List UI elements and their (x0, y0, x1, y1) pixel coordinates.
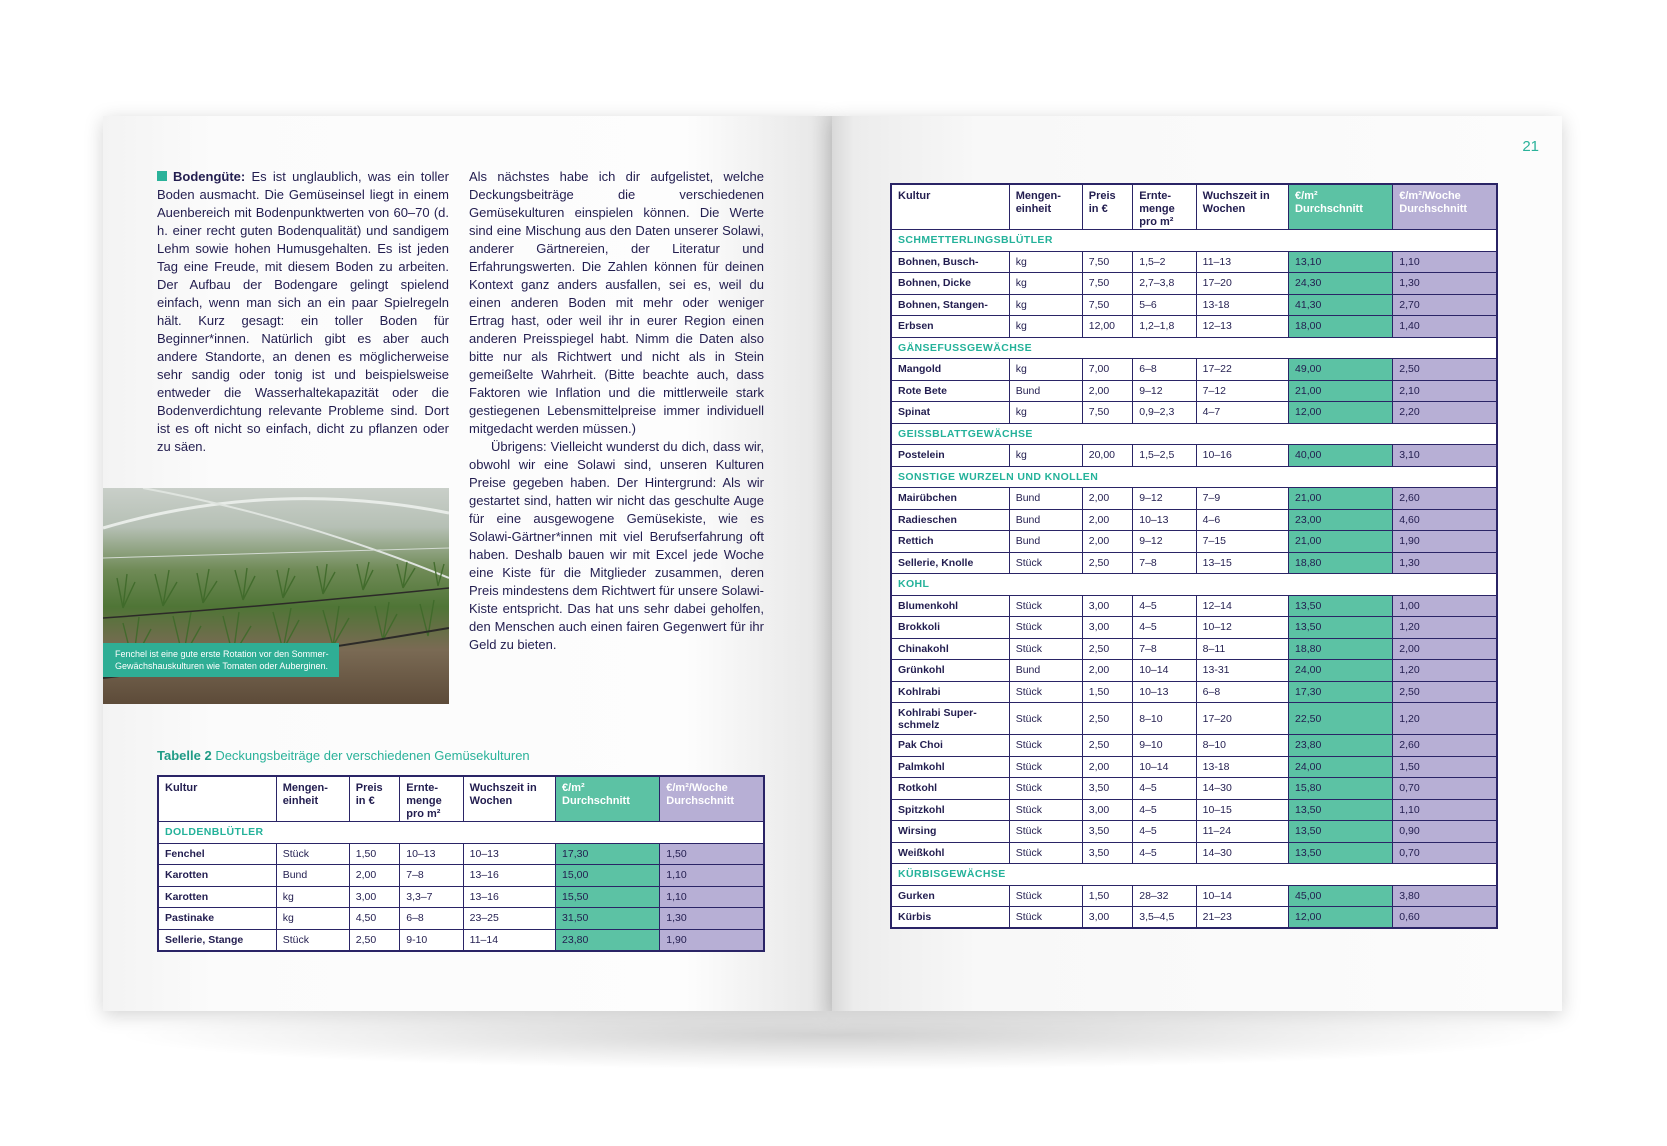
cell-wuchszeit: 10–13 (463, 843, 555, 865)
cell-erntemenge: 7–8 (400, 865, 463, 887)
cell-preis: 2,50 (349, 929, 400, 951)
header-erntemenge: Ernte-menge pro m² (1133, 184, 1196, 230)
cell-preis: 3,00 (349, 886, 400, 908)
photo-caption: Fenchel ist eine gute erste Rotation vor den Sommer-Gewächshauskulturen wie Tomaten oder Auberginen. (103, 643, 339, 677)
header-preis: Preis in € (349, 776, 400, 822)
cell-erntemenge: 4–5 (1133, 821, 1196, 843)
cell-durchschnitt: 13,50 (1289, 617, 1393, 639)
cell-durchschnitt: 13,50 (1289, 595, 1393, 617)
cell-wuchszeit: 8–11 (1196, 638, 1288, 660)
cell-einheit: Stück (1009, 885, 1082, 907)
cell-woche-durchschnitt: 0,70 (1393, 842, 1497, 864)
cell-kultur: Chinakohl (891, 638, 1009, 660)
table-row (891, 681, 1497, 703)
crop-table-right-body (891, 230, 1497, 929)
header-preis: Preis in € (1082, 184, 1133, 230)
cell-einheit: Stück (276, 843, 349, 865)
bullet-square-icon (157, 171, 167, 181)
cell-wuchszeit: 10–16 (1196, 445, 1288, 467)
cell-durchschnitt: 13,50 (1289, 821, 1393, 843)
cell-preis: 2,50 (1082, 638, 1133, 660)
table-row (891, 402, 1497, 424)
cell-woche-durchschnitt: 0,60 (1393, 907, 1497, 929)
cell-kultur: Bohnen, Stangen- (891, 294, 1009, 316)
table-row (891, 552, 1497, 574)
cell-einheit: Stück (1009, 756, 1082, 778)
cell-woche-durchschnitt: 2,10 (1393, 380, 1497, 402)
cell-kultur: Weißkohl (891, 842, 1009, 864)
cell-woche-durchschnitt: 2,20 (1393, 402, 1497, 424)
cell-woche-durchschnitt: 1,90 (660, 929, 764, 951)
section-row (891, 574, 1497, 596)
table-row (158, 843, 764, 865)
cell-preis: 3,00 (1082, 595, 1133, 617)
cell-preis: 7,50 (1082, 251, 1133, 273)
cell-durchschnitt: 23,80 (556, 929, 660, 951)
section-row (158, 822, 764, 844)
header-woche-durchschnitt: €/m²/Woche Durchschnitt (1393, 184, 1497, 230)
header-wuchszeit: Wuchszeit in Wochen (463, 776, 555, 822)
cell-einheit: Bund (1009, 380, 1082, 402)
cell-wuchszeit: 13-18 (1196, 756, 1288, 778)
page-number: 21 (1522, 138, 1539, 155)
cell-wuchszeit: 17–22 (1196, 359, 1288, 381)
cell-durchschnitt: 12,00 (1289, 907, 1393, 929)
cell-einheit: kg (1009, 251, 1082, 273)
cell-kultur: Pastinake (158, 908, 276, 930)
cell-durchschnitt: 22,50 (1289, 703, 1393, 735)
cell-durchschnitt: 13,50 (1289, 799, 1393, 821)
cell-kultur: Erbsen (891, 316, 1009, 338)
cell-erntemenge: 7–8 (1133, 638, 1196, 660)
cell-erntemenge: 4–5 (1133, 617, 1196, 639)
cell-wuchszeit: 13-31 (1196, 660, 1288, 682)
cell-einheit: Bund (1009, 660, 1082, 682)
cell-wuchszeit: 10–12 (1196, 617, 1288, 639)
cell-kultur: Mairübchen (891, 488, 1009, 510)
cell-erntemenge: 3,5–4,5 (1133, 907, 1196, 929)
table-row (891, 842, 1497, 864)
cell-einheit: Stück (1009, 552, 1082, 574)
cell-wuchszeit: 7–15 (1196, 531, 1288, 553)
cell-woche-durchschnitt: 3,80 (1393, 885, 1497, 907)
table-row (891, 907, 1497, 929)
cell-durchschnitt: 12,00 (1289, 402, 1393, 424)
header-kultur: Kultur (891, 184, 1009, 230)
cell-kultur: Kohlrabi (891, 681, 1009, 703)
cell-woche-durchschnitt: 1,50 (660, 843, 764, 865)
cell-erntemenge: 10–13 (1133, 509, 1196, 531)
cell-wuchszeit: 17–20 (1196, 273, 1288, 295)
cell-preis: 3,50 (1082, 821, 1133, 843)
header-wuchszeit: Wuchszeit in Wochen (1196, 184, 1288, 230)
table-row (891, 735, 1497, 757)
cell-durchschnitt: 18,80 (1289, 552, 1393, 574)
cell-woche-durchschnitt: 0,90 (1393, 821, 1497, 843)
table-row (891, 316, 1497, 338)
table-caption-title: Deckungsbeiträge der verschiedenen Gemüsekulturen (215, 748, 530, 763)
cell-kultur: Spitzkohl (891, 799, 1009, 821)
cell-durchschnitt: 23,80 (1289, 735, 1393, 757)
section-row (891, 337, 1497, 359)
table-row (891, 251, 1497, 273)
cell-preis: 4,50 (349, 908, 400, 930)
cell-wuchszeit: 11–14 (463, 929, 555, 951)
cell-durchschnitt: 18,80 (1289, 638, 1393, 660)
cell-erntemenge: 9–10 (1133, 735, 1196, 757)
cell-wuchszeit: 10–15 (1196, 799, 1288, 821)
cell-durchschnitt: 18,00 (1289, 316, 1393, 338)
cell-erntemenge: 28–32 (1133, 885, 1196, 907)
cell-erntemenge: 4–5 (1133, 799, 1196, 821)
cell-erntemenge: 5–6 (1133, 294, 1196, 316)
table-header-row (891, 184, 1497, 230)
text-column-left (157, 168, 449, 456)
cell-einheit: Stück (1009, 595, 1082, 617)
cell-preis: 2,00 (1082, 380, 1133, 402)
cell-wuchszeit: 13-18 (1196, 294, 1288, 316)
cell-wuchszeit: 11–24 (1196, 821, 1288, 843)
cell-wuchszeit: 4–7 (1196, 402, 1288, 424)
cell-preis: 3,00 (1082, 907, 1133, 929)
table-row (891, 294, 1497, 316)
section-title: GEISSBLATTGEWÄCHSE (891, 423, 1497, 445)
cell-einheit: Stück (1009, 617, 1082, 639)
cell-kultur: Rettich (891, 531, 1009, 553)
cell-woche-durchschnitt: 1,20 (1393, 660, 1497, 682)
cell-durchschnitt: 15,00 (556, 865, 660, 887)
header-erntemenge: Ernte-menge pro m² (400, 776, 463, 822)
cell-erntemenge: 10–14 (1133, 756, 1196, 778)
cell-kultur: Mangold (891, 359, 1009, 381)
cell-wuchszeit: 17–20 (1196, 703, 1288, 735)
cell-wuchszeit: 12–13 (1196, 316, 1288, 338)
cell-durchschnitt: 41,30 (1289, 294, 1393, 316)
cell-einheit: Bund (276, 865, 349, 887)
section-row (891, 466, 1497, 488)
cell-preis: 2,00 (1082, 509, 1133, 531)
table-row (891, 380, 1497, 402)
cell-woche-durchschnitt: 2,70 (1393, 294, 1497, 316)
cell-einheit: Stück (1009, 638, 1082, 660)
section-title: KOHL (891, 574, 1497, 596)
cell-einheit: Stück (1009, 681, 1082, 703)
cell-einheit: kg (1009, 294, 1082, 316)
cell-erntemenge: 1,5–2,5 (1133, 445, 1196, 467)
right-page (832, 116, 1562, 1011)
fennel-greenhouse-photo (103, 488, 449, 704)
cell-erntemenge: 9-10 (400, 929, 463, 951)
cell-kultur: Postelein (891, 445, 1009, 467)
cell-einheit: kg (276, 908, 349, 930)
cell-kultur: Palmkohl (891, 756, 1009, 778)
cell-erntemenge: 10–13 (1133, 681, 1196, 703)
cell-woche-durchschnitt: 1,50 (1393, 756, 1497, 778)
cell-kultur: Gurken (891, 885, 1009, 907)
table-row (891, 488, 1497, 510)
cell-preis: 2,50 (1082, 552, 1133, 574)
table-row (891, 660, 1497, 682)
cell-durchschnitt: 17,30 (556, 843, 660, 865)
cell-einheit: Bund (1009, 509, 1082, 531)
cell-preis: 2,00 (1082, 488, 1133, 510)
cell-erntemenge: 1,2–1,8 (1133, 316, 1196, 338)
cell-wuchszeit: 7–12 (1196, 380, 1288, 402)
cell-kultur: Kohlrabi Super-schmelz (891, 703, 1009, 735)
cell-woche-durchschnitt: 1,90 (1393, 531, 1497, 553)
cell-erntemenge: 7–8 (1133, 552, 1196, 574)
cell-kultur: Rote Bete (891, 380, 1009, 402)
table-row (158, 886, 764, 908)
cell-woche-durchschnitt: 1,10 (660, 865, 764, 887)
table-row (891, 821, 1497, 843)
cell-einheit: kg (1009, 316, 1082, 338)
cell-erntemenge: 4–5 (1133, 842, 1196, 864)
cell-wuchszeit: 13–15 (1196, 552, 1288, 574)
cell-woche-durchschnitt: 2,00 (1393, 638, 1497, 660)
left-page (103, 116, 832, 1011)
table-row (891, 703, 1497, 735)
cell-durchschnitt: 31,50 (556, 908, 660, 930)
table-row (891, 445, 1497, 467)
crop-table-left-body (158, 822, 764, 951)
cell-einheit: Stück (1009, 907, 1082, 929)
cell-einheit: kg (276, 886, 349, 908)
table-row (158, 865, 764, 887)
cell-woche-durchschnitt: 1,10 (660, 886, 764, 908)
cell-preis: 2,00 (1082, 660, 1133, 682)
cell-preis: 1,50 (1082, 681, 1133, 703)
cell-wuchszeit: 14–30 (1196, 778, 1288, 800)
cell-kultur: Wirsing (891, 821, 1009, 843)
cell-erntemenge: 10–14 (1133, 660, 1196, 682)
cell-einheit: Stück (1009, 703, 1082, 735)
cell-preis: 2,00 (349, 865, 400, 887)
cell-erntemenge: 1,5–2 (1133, 251, 1196, 273)
section-title: SONSTIGE WURZELN UND KNOLLEN (891, 466, 1497, 488)
cell-erntemenge: 6–8 (400, 908, 463, 930)
cell-einheit: kg (1009, 273, 1082, 295)
cell-durchschnitt: 21,00 (1289, 380, 1393, 402)
table-caption (157, 748, 530, 763)
section-title: SCHMETTERLINGSBLÜTLER (891, 230, 1497, 252)
cell-preis: 7,50 (1082, 294, 1133, 316)
cell-woche-durchschnitt: 2,60 (1393, 488, 1497, 510)
cell-erntemenge: 2,7–3,8 (1133, 273, 1196, 295)
cell-kultur: Karotten (158, 865, 276, 887)
cell-kultur: Kürbis (891, 907, 1009, 929)
table-row (891, 638, 1497, 660)
cell-wuchszeit: 13–16 (463, 886, 555, 908)
cell-einheit: Stück (276, 929, 349, 951)
table-row (891, 359, 1497, 381)
cell-durchschnitt: 40,00 (1289, 445, 1393, 467)
cell-wuchszeit: 23–25 (463, 908, 555, 930)
cell-preis: 3,50 (1082, 778, 1133, 800)
cell-kultur: Spinat (891, 402, 1009, 424)
table-row (891, 617, 1497, 639)
text-column-right (469, 168, 764, 654)
cell-wuchszeit: 13–16 (463, 865, 555, 887)
cell-durchschnitt: 15,80 (1289, 778, 1393, 800)
cell-preis: 7,50 (1082, 273, 1133, 295)
section-row (891, 423, 1497, 445)
header-einheit: Mengen-einheit (276, 776, 349, 822)
table-caption-label: Tabelle 2 (157, 748, 212, 763)
cell-wuchszeit: 12–14 (1196, 595, 1288, 617)
cell-erntemenge: 4–5 (1133, 595, 1196, 617)
cell-durchschnitt: 45,00 (1289, 885, 1393, 907)
cell-preis: 1,50 (1082, 885, 1133, 907)
cell-wuchszeit: 6–8 (1196, 681, 1288, 703)
cell-kultur: Pak Choi (891, 735, 1009, 757)
cell-woche-durchschnitt: 1,00 (1393, 595, 1497, 617)
cell-woche-durchschnitt: 1,30 (1393, 273, 1497, 295)
cell-preis: 2,50 (1082, 735, 1133, 757)
cell-woche-durchschnitt: 1,20 (1393, 703, 1497, 735)
cell-kultur: Radieschen (891, 509, 1009, 531)
cell-wuchszeit: 10–14 (1196, 885, 1288, 907)
cell-einheit: Bund (1009, 488, 1082, 510)
cell-durchschnitt: 13,10 (1289, 251, 1393, 273)
section-row (891, 230, 1497, 252)
paragraph-uebrigens: Übrigens: Vielleicht wunderst du dich, dass wir, obwohl wir eine Solawi sind, unseren Kulturen Preise gegeben haben. Der Hintergrund: Als wir gestartet sind, hatten wir nicht das geschulte Auge für eine ausgewogene Gemüsekiste, wie es Solawi-Gärtner*innen mit viel Berufserfahrung oft haben. Deshalb bauen wir mit Excel jede Woche eine Kiste für die Mitglieder zusammen, deren Preis mindestens dem Richtwert für unsere Solawi-Kiste entspricht. Das hat uns sehr dabei geholfen, den Menschen auch einen fairen Gegenwert für ihr Geld zu bieten. (469, 439, 764, 652)
cell-preis: 20,00 (1082, 445, 1133, 467)
table-row (891, 273, 1497, 295)
paragraph-deckungsbeitraege: Als nächstes habe ich dir aufgelistet, welche Deckungsbeiträge die verschiedenen Gemüsekulturen einspielen können. Die Werte sind eine Mischung aus den Daten unserer Solawi, anderer Gärtnereien, der Literatur und Erfahrungswerten. Die Zahlen können für deinen Kontext ganz anders ausfallen, sei es, weil du einen anderen Boden mit mehr oder weniger Ertrag hast, oder weil ihr in eurer Region einen anderen Preisspiegel habt. Nimm die Daten also bitte nur als Richtwert und nicht als in Stein gemeißelte Wahrheit. (Bitte beachte auch, dass Faktoren wie Inflation und die mittlerweile stark gestiegenen Lebensmittelpreise immer individuell mitgedacht werden müssen.) (469, 169, 764, 436)
cell-einheit: Stück (1009, 842, 1082, 864)
cell-erntemenge: 8–10 (1133, 703, 1196, 735)
cell-preis: 3,00 (1082, 617, 1133, 639)
cell-kultur: Bohnen, Dicke (891, 273, 1009, 295)
cell-erntemenge: 10–13 (400, 843, 463, 865)
cell-kultur: Fenchel (158, 843, 276, 865)
cell-kultur: Karotten (158, 886, 276, 908)
cell-kultur: Sellerie, Stange (158, 929, 276, 951)
header-durchschnitt: €/m² Durchschnitt (1289, 184, 1393, 230)
cell-einheit: Stück (1009, 735, 1082, 757)
cell-preis: 2,00 (1082, 531, 1133, 553)
cell-kultur: Blumenkohl (891, 595, 1009, 617)
cell-erntemenge: 4–5 (1133, 778, 1196, 800)
cell-durchschnitt: 21,00 (1289, 531, 1393, 553)
cell-einheit: Stück (1009, 821, 1082, 843)
cell-preis: 7,50 (1082, 402, 1133, 424)
cell-kultur: Rotkohl (891, 778, 1009, 800)
cell-kultur: Brokkoli (891, 617, 1009, 639)
cell-woche-durchschnitt: 1,10 (1393, 251, 1497, 273)
cell-woche-durchschnitt: 1,30 (1393, 552, 1497, 574)
cell-woche-durchschnitt: 2,60 (1393, 735, 1497, 757)
cell-preis: 12,00 (1082, 316, 1133, 338)
table-row (891, 885, 1497, 907)
cell-wuchszeit: 8–10 (1196, 735, 1288, 757)
cell-erntemenge: 9–12 (1133, 531, 1196, 553)
table-row (891, 531, 1497, 553)
table-row (891, 595, 1497, 617)
section-row (891, 864, 1497, 886)
cell-durchschnitt: 21,00 (1289, 488, 1393, 510)
cell-erntemenge: 9–12 (1133, 380, 1196, 402)
table-row (158, 908, 764, 930)
cell-wuchszeit: 7–9 (1196, 488, 1288, 510)
cell-preis: 3,50 (1082, 842, 1133, 864)
header-woche-durchschnitt: €/m²/Woche Durchschnitt (660, 776, 764, 822)
table-row (891, 799, 1497, 821)
cell-durchschnitt: 24,00 (1289, 756, 1393, 778)
header-durchschnitt: €/m² Durchschnitt (556, 776, 660, 822)
section-title: KÜRBISGEWÄCHSE (891, 864, 1497, 886)
header-kultur: Kultur (158, 776, 276, 822)
cell-woche-durchschnitt: 2,50 (1393, 681, 1497, 703)
cell-durchschnitt: 13,50 (1289, 842, 1393, 864)
section-title: GÄNSEFUSSGEWÄCHSE (891, 337, 1497, 359)
paragraph-body: Es ist unglaublich, was ein toller Boden ausmacht. Die Gemüseinsel liegt in einem Auenbereich mit Bodenpunktwerten von 60–70 (d. h. einer recht guten Bodenqualität) und sandigem Lehm sowie hohen Humusgehalten. Es ist jeden Tag eine Freude, mit diesem Boden zu arbeiten. Der Aufbau der Bodengare gelingt spielend einfach, wenn man sich an ein paar Spielregeln hält. Kurz gesagt: ein toller Boden für Beginner*innen. Natürlich gibt es aber auch andere Standorte, an denen es möglicherweise sehr sandig oder tonig ist und beispielsweise entweder die Wasserhaltekapazität oder die Bodenverdichtung relevante Probleme sind. Dort ist es oft nicht so einfach, dicht zu pflanzen oder zu säen. (157, 169, 449, 454)
cell-kultur: Bohnen, Busch- (891, 251, 1009, 273)
crop-table-right (890, 183, 1498, 929)
cell-preis: 2,50 (1082, 703, 1133, 735)
table-row (891, 509, 1497, 531)
cell-wuchszeit: 4–6 (1196, 509, 1288, 531)
paragraph-lead-word: Bodengüte: (173, 169, 246, 184)
section-title: DOLDENBLÜTLER (158, 822, 764, 844)
crop-table-left (157, 775, 765, 952)
cell-einheit: Bund (1009, 531, 1082, 553)
cell-erntemenge: 3,3–7 (400, 886, 463, 908)
cell-wuchszeit: 21–23 (1196, 907, 1288, 929)
cell-kultur: Grünkohl (891, 660, 1009, 682)
cell-einheit: kg (1009, 402, 1082, 424)
paragraph-bodenguete (157, 168, 449, 456)
cell-woche-durchschnitt: 2,50 (1393, 359, 1497, 381)
cell-durchschnitt: 24,00 (1289, 660, 1393, 682)
cell-woche-durchschnitt: 1,30 (660, 908, 764, 930)
cell-wuchszeit: 11–13 (1196, 251, 1288, 273)
cell-woche-durchschnitt: 0,70 (1393, 778, 1497, 800)
cell-einheit: kg (1009, 445, 1082, 467)
cell-einheit: kg (1009, 359, 1082, 381)
cell-woche-durchschnitt: 3,10 (1393, 445, 1497, 467)
cell-preis: 1,50 (349, 843, 400, 865)
cell-durchschnitt: 17,30 (1289, 681, 1393, 703)
table-row (158, 929, 764, 951)
cell-durchschnitt: 23,00 (1289, 509, 1393, 531)
cell-woche-durchschnitt: 1,10 (1393, 799, 1497, 821)
header-einheit: Mengen-einheit (1009, 184, 1082, 230)
cell-kultur: Sellerie, Knolle (891, 552, 1009, 574)
cell-preis: 3,00 (1082, 799, 1133, 821)
cell-wuchszeit: 14–30 (1196, 842, 1288, 864)
cell-woche-durchschnitt: 1,20 (1393, 617, 1497, 639)
cell-preis: 7,00 (1082, 359, 1133, 381)
cell-erntemenge: 0,9–2,3 (1133, 402, 1196, 424)
cell-durchschnitt: 49,00 (1289, 359, 1393, 381)
cell-preis: 2,00 (1082, 756, 1133, 778)
cell-woche-durchschnitt: 4,60 (1393, 509, 1497, 531)
table-row (891, 756, 1497, 778)
cell-erntemenge: 9–12 (1133, 488, 1196, 510)
table-header-row (158, 776, 764, 822)
cell-durchschnitt: 15,50 (556, 886, 660, 908)
cell-einheit: Stück (1009, 778, 1082, 800)
cell-einheit: Stück (1009, 799, 1082, 821)
cell-woche-durchschnitt: 1,40 (1393, 316, 1497, 338)
table-row (891, 778, 1497, 800)
cell-erntemenge: 6–8 (1133, 359, 1196, 381)
cell-durchschnitt: 24,30 (1289, 273, 1393, 295)
